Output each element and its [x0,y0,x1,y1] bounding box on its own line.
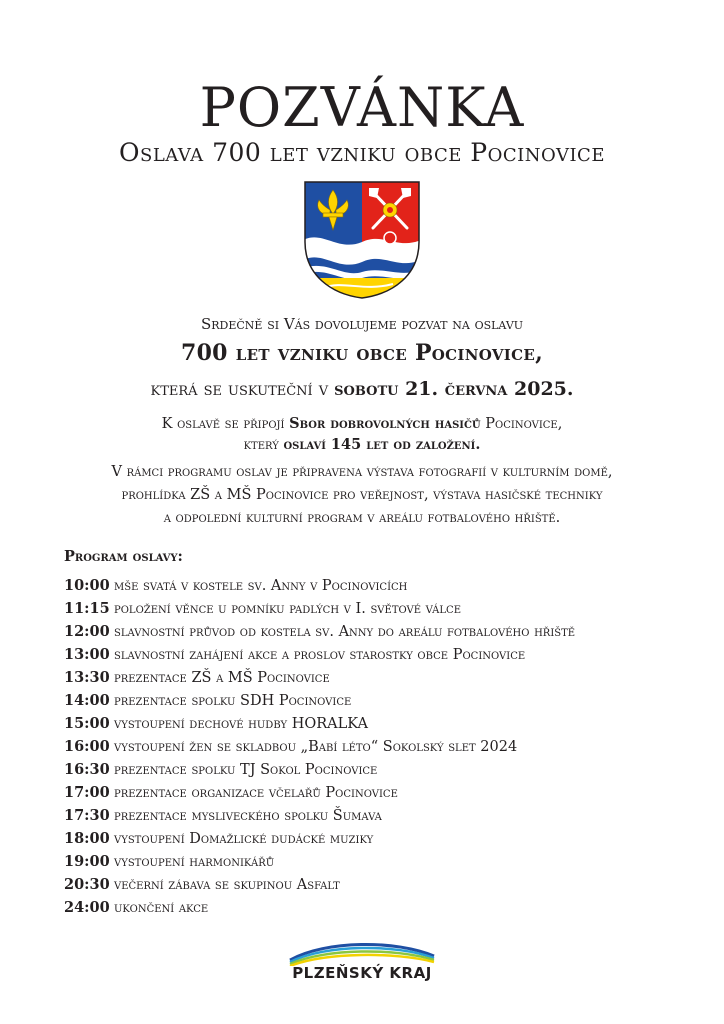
intro-line-4-text: K oslavě se připojí [161,416,290,432]
logo-text: PLZEŇSKÝ KRAJ [292,964,432,982]
program-heading: Program oslavy: [64,548,183,565]
program-text: vystoupení Domažlické dudácké muziky [114,831,374,847]
program-text: slavnostní průvod od kostela sv. Anny do areálu fotbalového hřiště [114,624,576,640]
program-item [64,829,684,852]
event-date: sobotu 21. června 2025. [334,378,574,400]
program-list [64,576,684,921]
program-text: mše svatá v kostele sv. Anny v Pocinovicích [114,578,408,594]
intro-line-7: prohlídka ZŠ a MŠ Pocinovice pro veřejnost, výstava hasičské techniky [121,487,603,503]
program-time: 11:15 [64,600,110,617]
program-time: 16:00 [64,738,110,755]
program-item [64,668,684,691]
program-time: 17:00 [64,784,110,801]
program-item [64,622,684,645]
program-text: slavnostní zahájení akce a proslov starostky obce Pocinovice [114,647,526,663]
page-title: POZVÁNKA [199,76,525,140]
program-item [64,737,684,760]
program-text: položení věnce u pomníku padlých v I. světové válce [114,601,461,617]
program-item [64,760,684,783]
program-item [64,691,684,714]
intro-line-3-text: která se uskuteční v [150,378,335,400]
program-item [64,645,684,668]
program-item [64,852,684,875]
program-time: 13:00 [64,646,110,663]
program-item [64,806,684,829]
intro-line-4 [0,414,724,434]
intro-line-2: 700 let vzniku obce Pocinovice, [180,340,544,366]
intro-line-5 [0,435,724,455]
program-time: 13:30 [64,669,110,686]
intro-line-4-suffix: Pocinovice, [480,416,563,432]
program-item [64,875,684,898]
program-text: vystoupení žen se skladbou „Babí léto“ Sokolský slet 2024 [114,739,518,755]
program-time: 18:00 [64,830,110,847]
program-text: prezentace mysliveckého spolku Šumava [114,808,382,824]
program-item [64,714,684,737]
program-item [64,898,684,921]
program-time: 10:00 [64,577,110,594]
intro-line-3 [0,376,724,402]
intro-line-1: Srdečně si Vás dovolujeme pozvat na oslavu [200,315,524,333]
program-text: prezentace organizace včelařů Pocinovice [114,785,398,801]
program-time: 15:00 [64,715,110,732]
program-time: 24:00 [64,899,110,916]
brigade-anniversary: oslaví 145 let od založení. [283,436,481,453]
program-text: prezentace spolku TJ Sokol Pocinovice [114,762,378,778]
program-time: 17:30 [64,807,110,824]
program-text: vystoupení dechové hudby HORALKA [114,716,368,732]
program-text: ukončení akce [114,900,209,916]
program-text: prezentace spolku SDH Pocinovice [114,693,352,709]
coat-of-arms-icon [303,180,421,300]
program-text: vystoupení harmonikářů [114,854,275,870]
program-item [64,783,684,806]
program-time: 16:30 [64,761,110,778]
intro-line-6: V rámci programu oslav je připravena výstava fotografií v kulturním domě, [111,464,613,480]
program-text: večerní zábava se skupinou Asfalt [114,877,340,893]
intro-line-5-text: který [243,437,284,453]
program-time: 12:00 [64,623,110,640]
program-time: 20:30 [64,876,110,893]
fire-brigade-name: Sbor dobrovolných hasičů [289,415,481,432]
page-subtitle: Oslava 700 let vzniku obce Pocinovice [119,138,605,167]
program-time: 14:00 [64,692,110,709]
program-item [64,599,684,622]
program-time: 19:00 [64,853,110,870]
intro-line-8: a odpolední kulturní program v areálu fotbalového hřiště. [163,510,561,526]
program-text: prezentace ZŠ a MŠ Pocinovice [114,670,330,686]
program-item [64,576,684,599]
